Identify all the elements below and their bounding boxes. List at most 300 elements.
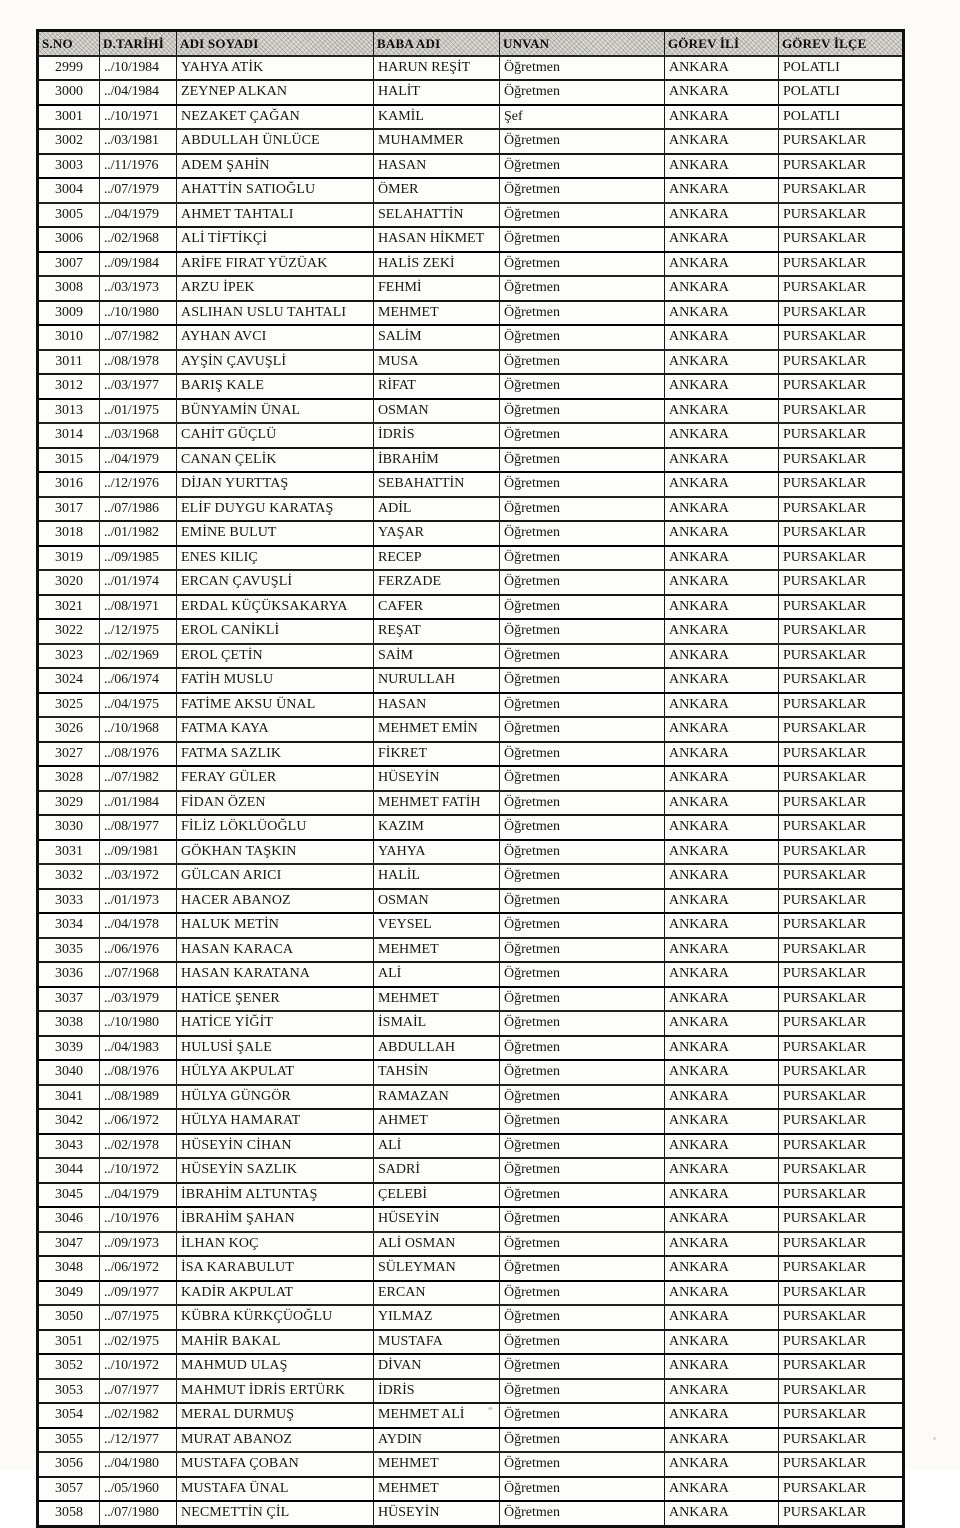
cell-duty-province: ANKARA [665, 1501, 779, 1526]
cell-serial-number: 3010 [38, 325, 100, 350]
cell-father-name: MUSA [374, 350, 500, 375]
cell-serial-number: 3003 [38, 154, 100, 179]
cell-father-name: SALİM [374, 325, 500, 350]
cell-duty-province: ANKARA [665, 472, 779, 497]
cell-full-name: CAHİT GÜÇLÜ [177, 423, 374, 448]
cell-birth-date: ../08/1978 [100, 350, 177, 375]
cell-serial-number: 3017 [38, 497, 100, 522]
scan-speck [488, 1407, 493, 1410]
cell-father-name: MEHMET EMİN [374, 717, 500, 742]
cell-duty-province: ANKARA [665, 80, 779, 105]
table-row [38, 693, 904, 718]
cell-father-name: ÖMER [374, 178, 500, 203]
cell-title: Öğretmen [500, 1085, 665, 1110]
cell-duty-province: ANKARA [665, 1256, 779, 1281]
cell-duty-district: PURSAKLAR [779, 399, 904, 424]
table-row [38, 1330, 904, 1355]
cell-title: Öğretmen [500, 276, 665, 301]
table-row [38, 619, 904, 644]
table-row [38, 325, 904, 350]
cell-serial-number: 3048 [38, 1256, 100, 1281]
personnel-table [36, 29, 905, 1528]
table-row [38, 1501, 904, 1526]
table-row [38, 840, 904, 865]
cell-serial-number: 3033 [38, 889, 100, 914]
cell-duty-province: ANKARA [665, 129, 779, 154]
cell-full-name: MUSTAFA ÜNAL [177, 1477, 374, 1502]
cell-serial-number: 3047 [38, 1232, 100, 1257]
cell-title: Öğretmen [500, 1305, 665, 1330]
cell-full-name: GÜLCAN ARICI [177, 864, 374, 889]
cell-duty-district: PURSAKLAR [779, 350, 904, 375]
cell-birth-date: ../04/1979 [100, 448, 177, 473]
cell-duty-province: ANKARA [665, 1477, 779, 1502]
cell-full-name: EROL CANİKLİ [177, 619, 374, 644]
cell-full-name: BARIŞ KALE [177, 374, 374, 399]
table-row [38, 1403, 904, 1428]
table-row [38, 938, 904, 963]
cell-duty-district: PURSAKLAR [779, 472, 904, 497]
cell-full-name: ZEYNEP ALKAN [177, 80, 374, 105]
cell-birth-date: ../07/1968 [100, 962, 177, 987]
cell-duty-district: POLATLI [779, 80, 904, 105]
cell-birth-date: ../12/1975 [100, 619, 177, 644]
table-row [38, 1109, 904, 1134]
table-row [38, 252, 904, 277]
cell-birth-date: ../05/1960 [100, 1477, 177, 1502]
table-row [38, 570, 904, 595]
cell-serial-number: 3022 [38, 619, 100, 644]
cell-father-name: RAMAZAN [374, 1085, 500, 1110]
cell-title: Öğretmen [500, 203, 665, 228]
cell-duty-district: PURSAKLAR [779, 742, 904, 767]
cell-full-name: İBRAHİM ALTUNTAŞ [177, 1183, 374, 1208]
table-row [38, 472, 904, 497]
table-row [38, 1379, 904, 1404]
cell-duty-district: PURSAKLAR [779, 570, 904, 595]
cell-title: Öğretmen [500, 938, 665, 963]
cell-birth-date: ../03/1979 [100, 987, 177, 1012]
cell-serial-number: 3054 [38, 1403, 100, 1428]
cell-father-name: CAFER [374, 595, 500, 620]
cell-title: Öğretmen [500, 815, 665, 840]
table-row [38, 1428, 904, 1453]
cell-duty-province: ANKARA [665, 864, 779, 889]
cell-birth-date: ../10/1968 [100, 717, 177, 742]
cell-father-name: HALİT [374, 80, 500, 105]
table-row [38, 1256, 904, 1281]
cell-full-name: AYHAN AVCI [177, 325, 374, 350]
cell-full-name: FATMA SAZLIK [177, 742, 374, 767]
cell-title: Öğretmen [500, 1256, 665, 1281]
cell-serial-number: 3025 [38, 693, 100, 718]
cell-birth-date: ../09/1973 [100, 1232, 177, 1257]
table-row [38, 497, 904, 522]
cell-birth-date: ../08/1977 [100, 815, 177, 840]
cell-duty-district: PURSAKLAR [779, 154, 904, 179]
cell-father-name: ALİ OSMAN [374, 1232, 500, 1257]
cell-duty-province: ANKARA [665, 1109, 779, 1134]
cell-duty-district: PURSAKLAR [779, 693, 904, 718]
cell-birth-date: ../04/1983 [100, 1036, 177, 1061]
cell-duty-district: PURSAKLAR [779, 1452, 904, 1477]
cell-duty-province: ANKARA [665, 1207, 779, 1232]
cell-full-name: MERAL DURMUŞ [177, 1403, 374, 1428]
cell-serial-number: 3002 [38, 129, 100, 154]
table-row [38, 56, 904, 81]
column-header: D.TARİHİ [100, 31, 177, 56]
cell-birth-date: ../04/1984 [100, 80, 177, 105]
cell-duty-district: PURSAKLAR [779, 815, 904, 840]
cell-father-name: OSMAN [374, 399, 500, 424]
cell-serial-number: 3005 [38, 203, 100, 228]
cell-serial-number: 3056 [38, 1452, 100, 1477]
cell-duty-province: ANKARA [665, 570, 779, 595]
cell-duty-district: PURSAKLAR [779, 1281, 904, 1306]
cell-birth-date: ../10/1976 [100, 1207, 177, 1232]
cell-full-name: HATİCE ŞENER [177, 987, 374, 1012]
cell-duty-province: ANKARA [665, 178, 779, 203]
cell-title: Öğretmen [500, 129, 665, 154]
table-row [38, 448, 904, 473]
cell-father-name: SADRİ [374, 1158, 500, 1183]
cell-father-name: HASAN [374, 154, 500, 179]
cell-father-name: YAHYA [374, 840, 500, 865]
cell-serial-number: 3053 [38, 1379, 100, 1404]
table-row [38, 717, 904, 742]
cell-title: Öğretmen [500, 350, 665, 375]
cell-duty-district: PURSAKLAR [779, 962, 904, 987]
cell-full-name: HALUK METİN [177, 913, 374, 938]
cell-father-name: DİVAN [374, 1354, 500, 1379]
cell-title: Öğretmen [500, 1207, 665, 1232]
cell-duty-district: POLATLI [779, 105, 904, 130]
cell-serial-number: 3051 [38, 1330, 100, 1355]
cell-duty-district: PURSAKLAR [779, 1256, 904, 1281]
cell-title: Öğretmen [500, 423, 665, 448]
cell-duty-province: ANKARA [665, 154, 779, 179]
cell-birth-date: ../02/1982 [100, 1403, 177, 1428]
cell-serial-number: 3035 [38, 938, 100, 963]
table-row [38, 521, 904, 546]
cell-father-name: SEBAHATTİN [374, 472, 500, 497]
cell-birth-date: ../04/1980 [100, 1452, 177, 1477]
cell-serial-number: 3029 [38, 791, 100, 816]
cell-birth-date: ../12/1976 [100, 472, 177, 497]
table-row [38, 1158, 904, 1183]
cell-birth-date: ../04/1979 [100, 1183, 177, 1208]
cell-father-name: RECEP [374, 546, 500, 571]
cell-birth-date: ../10/1972 [100, 1354, 177, 1379]
cell-serial-number: 2999 [38, 56, 100, 81]
cell-serial-number: 3011 [38, 350, 100, 375]
cell-title: Öğretmen [500, 791, 665, 816]
cell-duty-district: PURSAKLAR [779, 1477, 904, 1502]
column-header: ADI SOYADI [177, 31, 374, 56]
cell-duty-province: ANKARA [665, 1011, 779, 1036]
cell-duty-province: ANKARA [665, 325, 779, 350]
cell-duty-province: ANKARA [665, 1281, 779, 1306]
cell-serial-number: 3055 [38, 1428, 100, 1453]
cell-serial-number: 3000 [38, 80, 100, 105]
cell-birth-date: ../09/1984 [100, 252, 177, 277]
table-row [38, 1281, 904, 1306]
table-row [38, 1305, 904, 1330]
cell-title: Öğretmen [500, 546, 665, 571]
cell-father-name: MEHMET FATİH [374, 791, 500, 816]
cell-father-name: HÜSEYİN [374, 1207, 500, 1232]
table-row [38, 1036, 904, 1061]
cell-duty-district: PURSAKLAR [779, 1109, 904, 1134]
cell-full-name: ENES KILIÇ [177, 546, 374, 571]
cell-title: Öğretmen [500, 325, 665, 350]
cell-birth-date: ../03/1977 [100, 374, 177, 399]
cell-duty-district: PURSAKLAR [779, 325, 904, 350]
cell-serial-number: 3045 [38, 1183, 100, 1208]
cell-father-name: ÇELEBİ [374, 1183, 500, 1208]
cell-full-name: HULUSİ ŞALE [177, 1036, 374, 1061]
cell-duty-district: PURSAKLAR [779, 668, 904, 693]
cell-serial-number: 3013 [38, 399, 100, 424]
cell-title: Öğretmen [500, 80, 665, 105]
table-row [38, 301, 904, 326]
cell-duty-district: PURSAKLAR [779, 1036, 904, 1061]
cell-full-name: İBRAHİM ŞAHAN [177, 1207, 374, 1232]
cell-title: Öğretmen [500, 178, 665, 203]
cell-birth-date: ../07/1980 [100, 1501, 177, 1526]
cell-full-name: NEZAKET ÇAĞAN [177, 105, 374, 130]
cell-serial-number: 3015 [38, 448, 100, 473]
cell-duty-district: PURSAKLAR [779, 203, 904, 228]
cell-full-name: FATMA KAYA [177, 717, 374, 742]
cell-duty-province: ANKARA [665, 1354, 779, 1379]
cell-father-name: İDRİS [374, 1379, 500, 1404]
table-row [38, 350, 904, 375]
cell-full-name: FERAY GÜLER [177, 766, 374, 791]
cell-birth-date: ../02/1975 [100, 1330, 177, 1355]
cell-duty-district: PURSAKLAR [779, 595, 904, 620]
cell-full-name: FATİME AKSU ÜNAL [177, 693, 374, 718]
cell-title: Öğretmen [500, 913, 665, 938]
cell-full-name: BÜNYAMİN ÜNAL [177, 399, 374, 424]
cell-duty-district: PURSAKLAR [779, 889, 904, 914]
cell-birth-date: ../08/1989 [100, 1085, 177, 1110]
cell-father-name: HÜSEYİN [374, 766, 500, 791]
table-row [38, 178, 904, 203]
cell-duty-district: PURSAKLAR [779, 1232, 904, 1257]
cell-duty-province: ANKARA [665, 840, 779, 865]
table-row [38, 399, 904, 424]
cell-full-name: MAHMUD ULAŞ [177, 1354, 374, 1379]
cell-full-name: İSA KARABULUT [177, 1256, 374, 1281]
cell-duty-district: PURSAKLAR [779, 840, 904, 865]
cell-full-name: ALİ TİFTİKÇİ [177, 227, 374, 252]
cell-duty-province: ANKARA [665, 1134, 779, 1159]
cell-duty-province: ANKARA [665, 717, 779, 742]
cell-duty-district: PURSAKLAR [779, 1183, 904, 1208]
cell-duty-province: ANKARA [665, 227, 779, 252]
cell-title: Öğretmen [500, 570, 665, 595]
cell-birth-date: ../08/1976 [100, 742, 177, 767]
cell-duty-district: PURSAKLAR [779, 938, 904, 963]
cell-duty-district: PURSAKLAR [779, 1305, 904, 1330]
table-row [38, 987, 904, 1012]
cell-full-name: FATİH MUSLU [177, 668, 374, 693]
table-row [38, 1011, 904, 1036]
cell-duty-district: PURSAKLAR [779, 497, 904, 522]
cell-birth-date: ../06/1972 [100, 1109, 177, 1134]
cell-title: Öğretmen [500, 1354, 665, 1379]
cell-birth-date: ../06/1972 [100, 1256, 177, 1281]
cell-birth-date: ../02/1968 [100, 227, 177, 252]
cell-full-name: MAHİR BAKAL [177, 1330, 374, 1355]
cell-duty-district: PURSAKLAR [779, 913, 904, 938]
cell-serial-number: 3030 [38, 815, 100, 840]
cell-serial-number: 3037 [38, 987, 100, 1012]
cell-birth-date: ../03/1972 [100, 864, 177, 889]
cell-serial-number: 3012 [38, 374, 100, 399]
cell-father-name: VEYSEL [374, 913, 500, 938]
cell-title: Öğretmen [500, 1036, 665, 1061]
cell-birth-date: ../01/1973 [100, 889, 177, 914]
table-row [38, 105, 904, 130]
cell-father-name: FEHMİ [374, 276, 500, 301]
cell-birth-date: ../10/1971 [100, 105, 177, 130]
cell-serial-number: 3014 [38, 423, 100, 448]
cell-duty-province: ANKARA [665, 276, 779, 301]
cell-title: Öğretmen [500, 497, 665, 522]
cell-serial-number: 3031 [38, 840, 100, 865]
column-header: UNVAN [500, 31, 665, 56]
cell-birth-date: ../07/1975 [100, 1305, 177, 1330]
cell-duty-province: ANKARA [665, 56, 779, 81]
cell-title: Şef [500, 105, 665, 130]
cell-duty-province: ANKARA [665, 546, 779, 571]
cell-serial-number: 3044 [38, 1158, 100, 1183]
cell-duty-province: ANKARA [665, 448, 779, 473]
cell-serial-number: 3028 [38, 766, 100, 791]
cell-duty-province: ANKARA [665, 252, 779, 277]
cell-father-name: HÜSEYİN [374, 1501, 500, 1526]
cell-full-name: ADEM ŞAHİN [177, 154, 374, 179]
cell-duty-district: PURSAKLAR [779, 1134, 904, 1159]
cell-duty-province: ANKARA [665, 1428, 779, 1453]
cell-duty-province: ANKARA [665, 913, 779, 938]
cell-birth-date: ../03/1981 [100, 129, 177, 154]
cell-father-name: MEHMET [374, 1452, 500, 1477]
cell-serial-number: 3058 [38, 1501, 100, 1526]
cell-serial-number: 3046 [38, 1207, 100, 1232]
table-row [38, 129, 904, 154]
cell-serial-number: 3024 [38, 668, 100, 693]
cell-duty-district: PURSAKLAR [779, 864, 904, 889]
cell-duty-province: ANKARA [665, 350, 779, 375]
cell-title: Öğretmen [500, 1501, 665, 1526]
cell-father-name: FİKRET [374, 742, 500, 767]
cell-full-name: MURAT ABANOZ [177, 1428, 374, 1453]
cell-serial-number: 3016 [38, 472, 100, 497]
cell-father-name: ALİ [374, 962, 500, 987]
cell-birth-date: ../09/1981 [100, 840, 177, 865]
cell-full-name: CANAN ÇELİK [177, 448, 374, 473]
cell-duty-district: PURSAKLAR [779, 1501, 904, 1526]
cell-serial-number: 3007 [38, 252, 100, 277]
column-header: GÖREV İLİ [665, 31, 779, 56]
cell-duty-district: PURSAKLAR [779, 1379, 904, 1404]
cell-duty-district: PURSAKLAR [779, 546, 904, 571]
cell-duty-district: PURSAKLAR [779, 987, 904, 1012]
cell-duty-district: PURSAKLAR [779, 717, 904, 742]
cell-father-name: MEHMET [374, 987, 500, 1012]
cell-duty-district: PURSAKLAR [779, 129, 904, 154]
cell-duty-district: PURSAKLAR [779, 644, 904, 669]
cell-duty-province: ANKARA [665, 1403, 779, 1428]
table-row [38, 1085, 904, 1110]
table-row [38, 1183, 904, 1208]
cell-full-name: ARİFE FIRAT YÜZÜAK [177, 252, 374, 277]
cell-birth-date: ../12/1977 [100, 1428, 177, 1453]
cell-duty-district: PURSAKLAR [779, 423, 904, 448]
table-row [38, 276, 904, 301]
cell-title: Öğretmen [500, 864, 665, 889]
table-row [38, 742, 904, 767]
table-row [38, 154, 904, 179]
cell-duty-district: PURSAKLAR [779, 1428, 904, 1453]
table-row [38, 80, 904, 105]
cell-serial-number: 3043 [38, 1134, 100, 1159]
cell-title: Öğretmen [500, 472, 665, 497]
cell-birth-date: ../07/1982 [100, 766, 177, 791]
cell-birth-date: ../01/1975 [100, 399, 177, 424]
cell-father-name: ERCAN [374, 1281, 500, 1306]
cell-duty-district: PURSAKLAR [779, 374, 904, 399]
cell-birth-date: ../03/1973 [100, 276, 177, 301]
cell-duty-province: ANKARA [665, 203, 779, 228]
cell-title: Öğretmen [500, 448, 665, 473]
cell-title: Öğretmen [500, 1477, 665, 1502]
cell-birth-date: ../07/1977 [100, 1379, 177, 1404]
cell-duty-district: PURSAKLAR [779, 448, 904, 473]
cell-duty-province: ANKARA [665, 668, 779, 693]
cell-duty-province: ANKARA [665, 1305, 779, 1330]
cell-father-name: HASAN HİKMET [374, 227, 500, 252]
cell-full-name: AHMET TAHTALI [177, 203, 374, 228]
cell-duty-district: PURSAKLAR [779, 1403, 904, 1428]
cell-father-name: RİFAT [374, 374, 500, 399]
cell-title: Öğretmen [500, 1428, 665, 1453]
cell-serial-number: 3036 [38, 962, 100, 987]
cell-duty-province: ANKARA [665, 1183, 779, 1208]
cell-duty-province: ANKARA [665, 962, 779, 987]
table-row [38, 766, 904, 791]
table-row [38, 374, 904, 399]
cell-title: Öğretmen [500, 766, 665, 791]
cell-father-name: MEHMET [374, 1477, 500, 1502]
cell-title: Öğretmen [500, 1232, 665, 1257]
cell-title: Öğretmen [500, 962, 665, 987]
cell-duty-province: ANKARA [665, 1158, 779, 1183]
cell-title: Öğretmen [500, 595, 665, 620]
cell-serial-number: 3008 [38, 276, 100, 301]
cell-duty-province: ANKARA [665, 1232, 779, 1257]
table-row [38, 864, 904, 889]
cell-birth-date: ../06/1974 [100, 668, 177, 693]
cell-birth-date: ../04/1975 [100, 693, 177, 718]
column-header: BABA ADI [374, 31, 500, 56]
cell-title: Öğretmen [500, 1379, 665, 1404]
table-row [38, 1207, 904, 1232]
cell-duty-province: ANKARA [665, 1379, 779, 1404]
